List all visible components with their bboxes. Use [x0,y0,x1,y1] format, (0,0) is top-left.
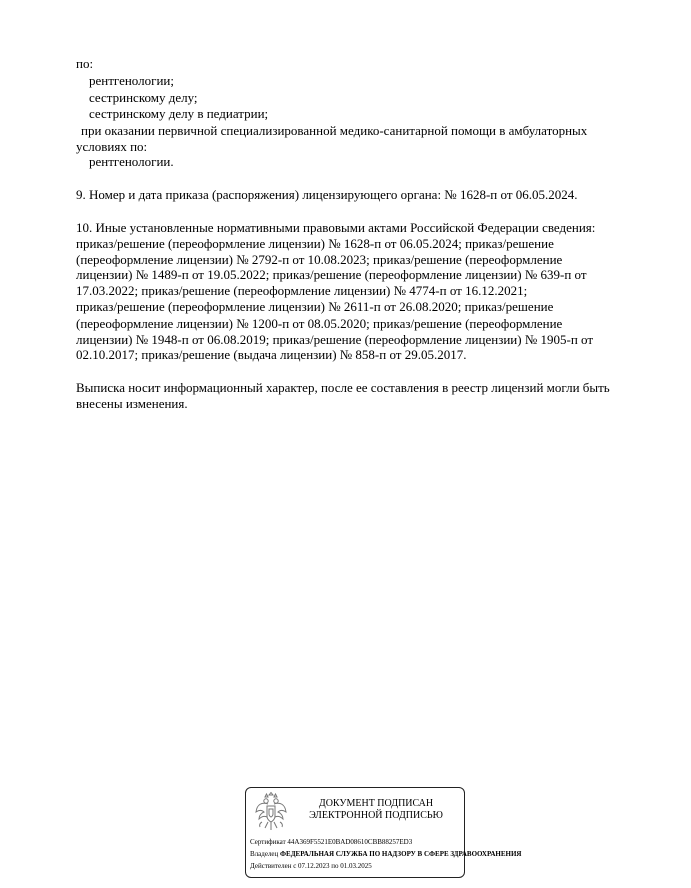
stamp-owner-label: Владелец [250,850,279,858]
list-item-radiology-2: рентгенологии. [89,154,174,169]
section-10-line: 02.10.2017; приказ/решение (выдача лицензии) № 858-п от 29.05.2017. [76,347,467,362]
section-10-line: (переоформление лицензии) № 2792-п от 10.08.2023; приказ/решение (переоформление [76,252,563,267]
section-10-heading: 10. Иные установленные нормативными правовыми актами Российской Федерации сведения: [76,220,596,235]
section-10-line: лицензии) № 1489-п от 19.05.2022; приказ/решение (переоформление лицензии) № 639-п от [76,267,587,282]
stamp-certificate-label: Сертификат [250,838,286,846]
text-line-outpatient: при оказании первичной специализированной медико-санитарной помощи в амбулаторных [81,123,588,138]
section-10-line: (переоформление лицензии) № 1200-п от 08.05.2020; приказ/решение (переоформление [76,316,563,331]
section-10-line: 17.03.2022; приказ/решение (переоформление лицензии) № 4774-п от 16.12.2021; [76,283,528,298]
stamp-owner [250,850,521,859]
list-item-nursing: сестринскому делу; [89,90,198,105]
list-item-radiology: рентгенологии; [89,73,174,88]
stamp-validity: Действителен с 07.12.2023 по 01.03.2025 [250,862,372,870]
disclaimer-line: внесены изменения. [76,396,188,411]
disclaimer-line: Выписка носит информационный характер, после ее составления в реестр лицензий могли быть [76,380,610,395]
list-item-nursing-pediatrics: сестринскому делу в педиатрии; [89,106,269,121]
double-headed-eagle-emblem-icon [254,792,288,832]
stamp-title-line1: ДОКУМЕНТ ПОДПИСАН [318,798,434,809]
stamp-certificate [250,838,412,847]
stamp-owner-value: ФЕДЕРАЛЬНАЯ СЛУЖБА ПО НАДЗОРУ В СФЕРЕ ЗДРАВООХРАНЕНИЯ [280,850,522,858]
stamp-title-line2: ЭЛЕКТРОННОЙ ПОДПИСЬЮ [309,810,443,821]
section-10-line: лицензии) № 1948-п от 06.08.2019; приказ/решение (переоформление лицензии) № 1905-п от [76,332,594,347]
electronic-signature-stamp [245,787,522,878]
section-10-line: приказ/решение (переоформление лицензии) № 1628-п от 06.05.2024; приказ/решение [76,236,554,251]
text-line-po: по: [76,56,94,71]
section-10-line: приказ/решение (переоформление лицензии) № 2611-п от 26.08.2020; приказ/решение [76,299,554,314]
stamp-certificate-value: 44A369F5521E0BAD08610CBB88257ED3 [287,838,413,846]
text-line-conditions: условиях по: [76,139,148,154]
section-9-order-number: 9. Номер и дата приказа (распоряжения) лицензирующего органа: № 1628-п от 06.05.2024. [76,187,578,202]
